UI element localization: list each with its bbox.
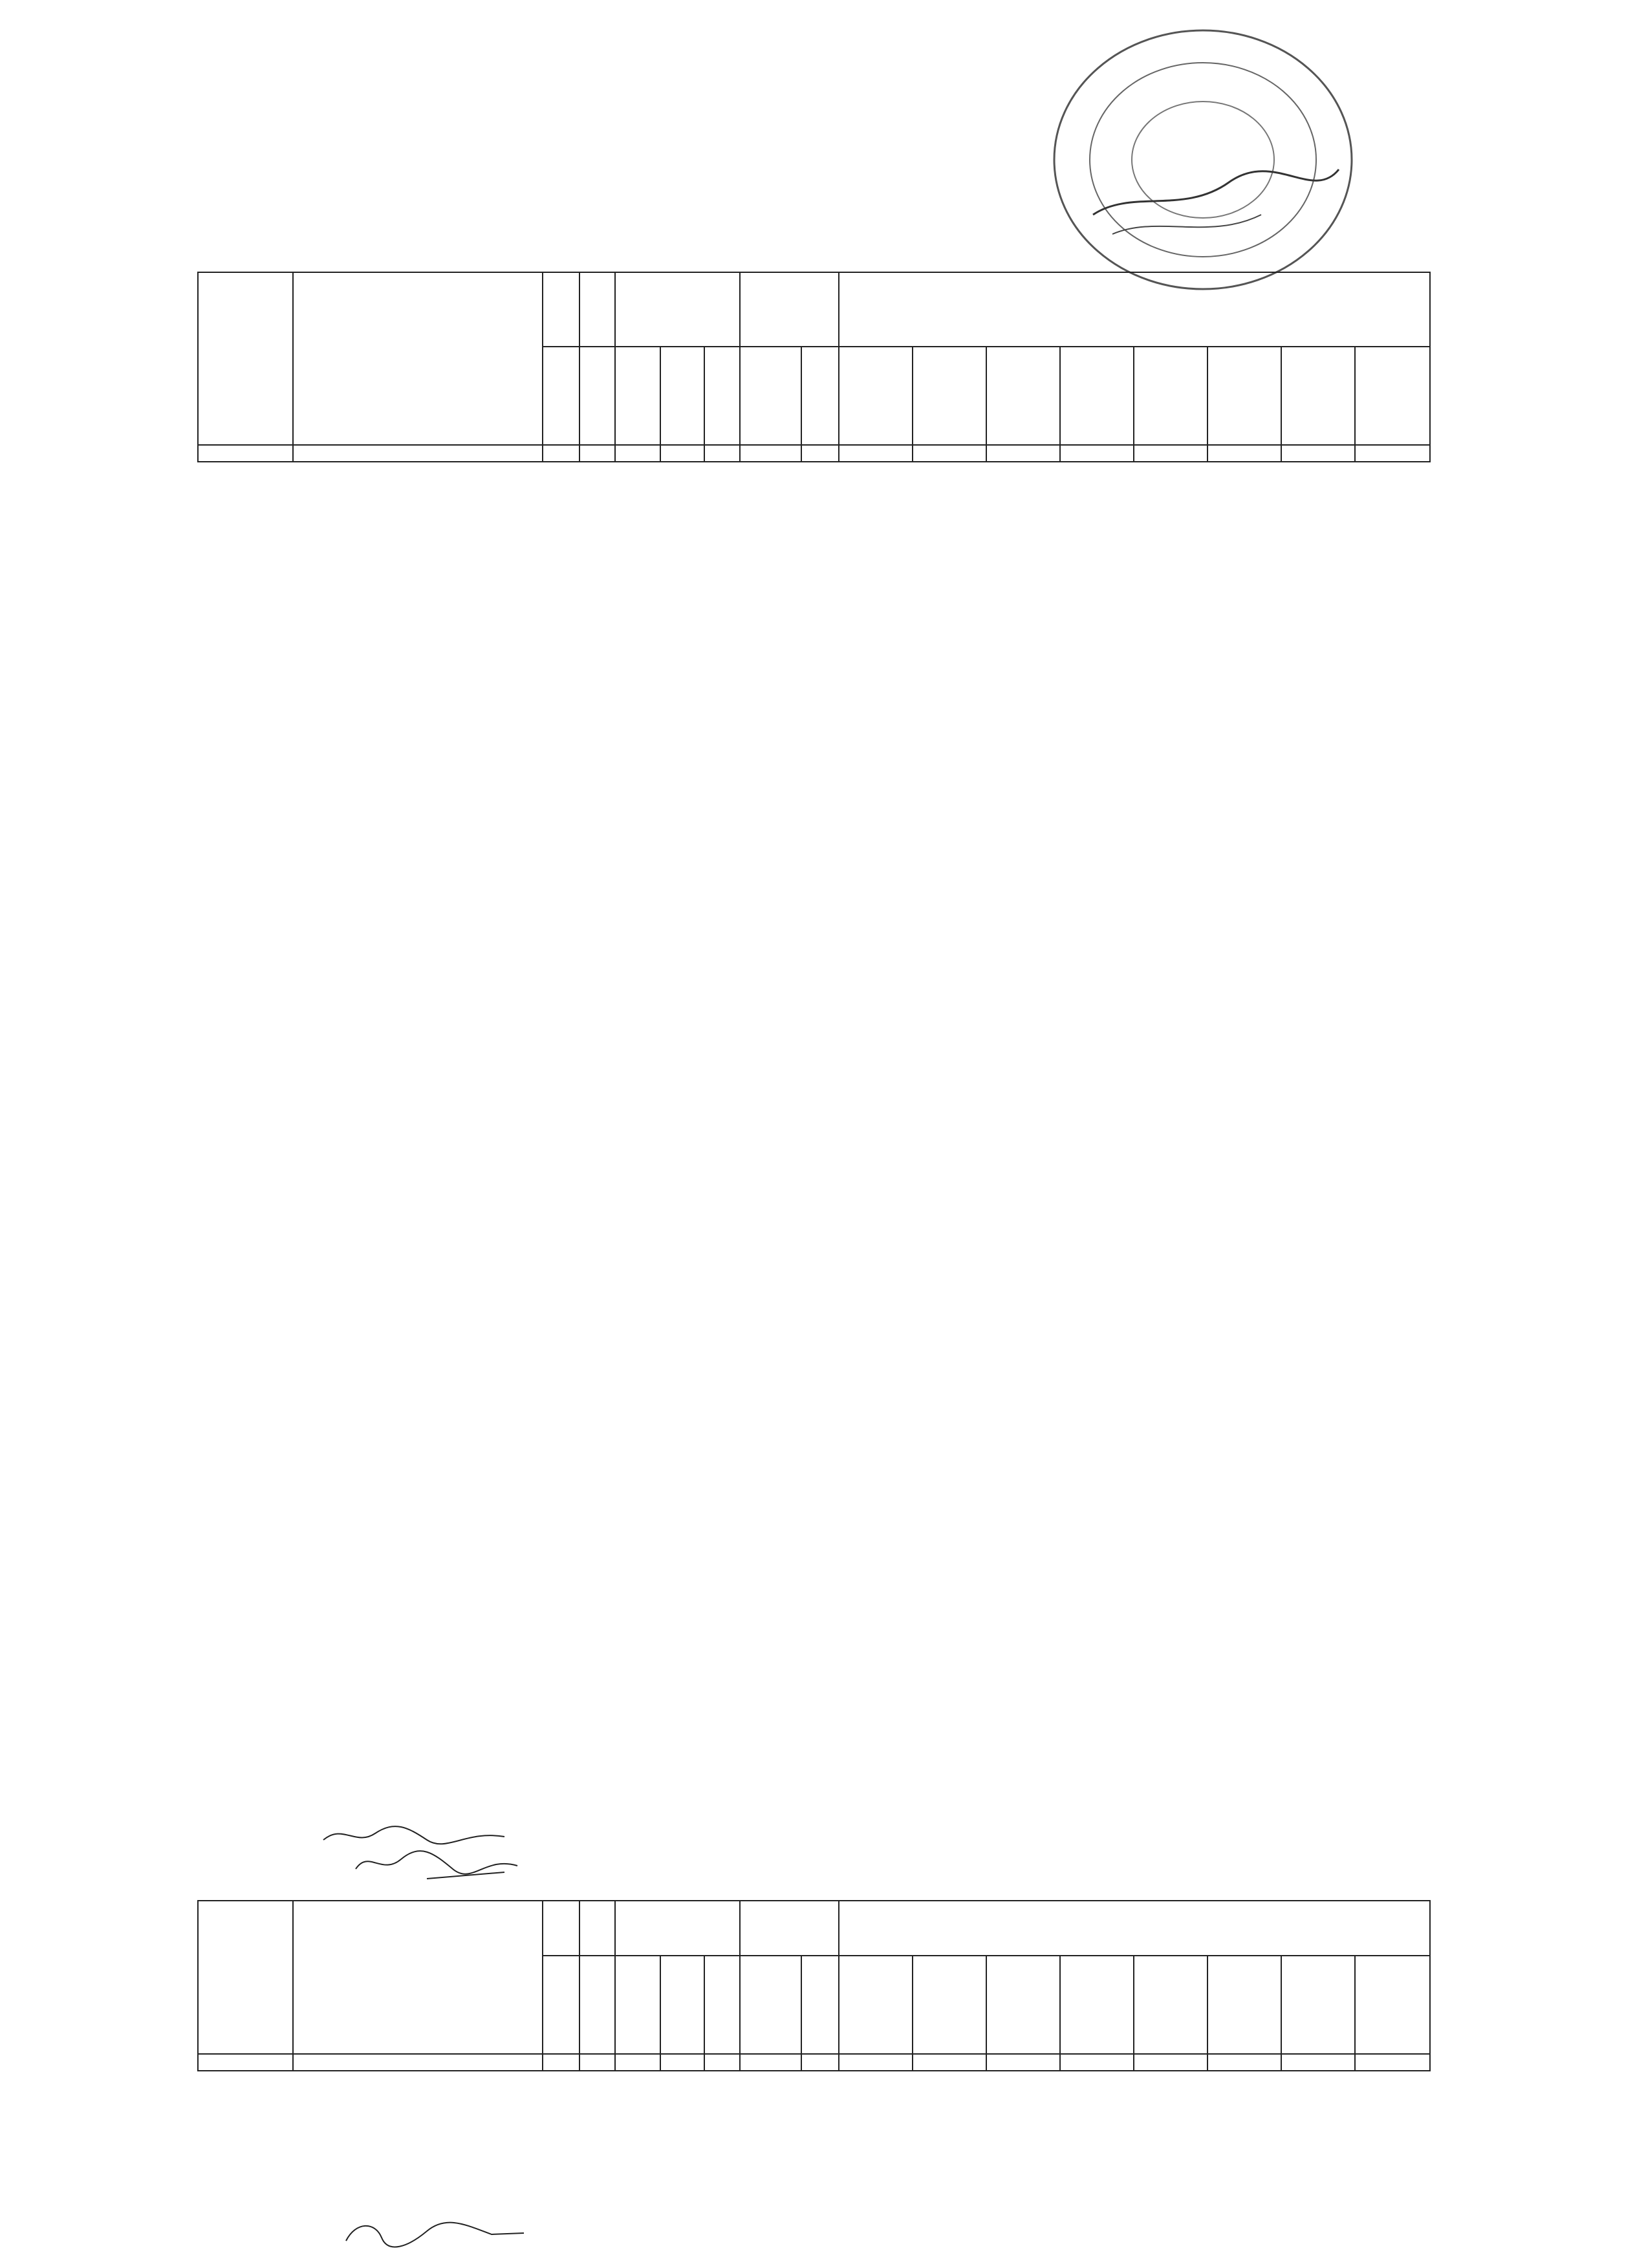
t2-col-header-self: [579, 1901, 615, 1956]
t2-column-number: [839, 2054, 913, 2071]
column-number: [660, 445, 704, 462]
t2-column-number: [1355, 2054, 1430, 2071]
col-header-max: [543, 272, 579, 347]
column-number: [1355, 445, 1430, 462]
t2-col-header-aud: [615, 1901, 740, 1956]
t2-subheader: [1355, 1956, 1430, 2054]
subheader: [839, 347, 913, 445]
col-header-name: [293, 272, 543, 445]
t2-col-header-index: [198, 1901, 293, 2054]
col-header-index: [198, 272, 293, 445]
t2-subheader: [704, 1956, 740, 2054]
t2-column-number: [986, 2054, 1060, 2071]
column-number: [579, 445, 615, 462]
t2-column-number: [801, 2054, 839, 2071]
subheader: [801, 347, 839, 445]
t2-subheader: [839, 1956, 913, 2054]
subheader: [579, 347, 615, 445]
t2-col-header-name: [293, 1901, 543, 2054]
subheader: [1134, 347, 1207, 445]
t2-column-number: [543, 2054, 579, 2071]
column-number: [615, 445, 660, 462]
column-number: [740, 445, 801, 462]
t2-subheader: [543, 1956, 579, 2054]
t2-column-number: [704, 2054, 740, 2071]
subheader: [1281, 347, 1355, 445]
additional-services-table: [197, 1900, 1431, 2071]
subheader: [660, 347, 704, 445]
col-header-att: [740, 272, 839, 347]
t2-subheader: [986, 1956, 1060, 2054]
col-header-dist: [839, 272, 1430, 347]
t2-subheader: [660, 1956, 704, 2054]
t2-column-number: [1134, 2054, 1207, 2071]
column-number: [986, 445, 1060, 462]
subheader: [1355, 347, 1430, 445]
col-header-self: [579, 272, 615, 347]
subheader: [1207, 347, 1281, 445]
official-stamp: [1015, 21, 1378, 299]
t2-col-header-max: [543, 1901, 579, 1956]
column-number: [801, 445, 839, 462]
curriculum-table: [197, 272, 1431, 462]
t2-subheader: [579, 1956, 615, 2054]
t2-column-number: [913, 2054, 986, 2071]
column-number: [543, 445, 579, 462]
t2-column-number: [198, 2054, 293, 2071]
col-header-aud: [615, 272, 740, 347]
t2-subheader: [615, 1956, 660, 2054]
t2-subheader: [740, 1956, 801, 2054]
t2-column-number: [1060, 2054, 1134, 2071]
t2-column-number: [660, 2054, 704, 2071]
subheader: [986, 347, 1060, 445]
subheader: [615, 347, 660, 445]
column-number: [704, 445, 740, 462]
column-number: [839, 445, 913, 462]
t2-column-number: [293, 2054, 543, 2071]
t2-subheader: [913, 1956, 986, 2054]
subheader: [913, 347, 986, 445]
subheader: [543, 347, 579, 445]
t2-column-number: [1281, 2054, 1355, 2071]
footer-director-signature: [336, 2215, 530, 2254]
t2-col-header-dist: [839, 1901, 1430, 1956]
column-number: [1134, 445, 1207, 462]
t2-subheader: [1134, 1956, 1207, 2054]
subheader: [704, 347, 740, 445]
column-number: [1207, 445, 1281, 462]
column-number: [293, 445, 543, 462]
t2-subheader: [1281, 1956, 1355, 2054]
t2-subheader: [1060, 1956, 1134, 2054]
column-number: [913, 445, 986, 462]
t2-column-number: [615, 2054, 660, 2071]
t2-column-number: [579, 2054, 615, 2071]
column-number: [1281, 445, 1355, 462]
column-number: [1060, 445, 1134, 462]
t2-column-number: [740, 2054, 801, 2071]
t2-col-header-att: [740, 1901, 839, 1956]
column-number: [198, 445, 293, 462]
umu-signature: [349, 1843, 530, 1888]
t2-subheader: [1207, 1956, 1281, 2054]
t2-subheader: [801, 1956, 839, 2054]
subheader: [1060, 347, 1134, 445]
subheader: [740, 347, 801, 445]
t2-column-number: [1207, 2054, 1281, 2071]
